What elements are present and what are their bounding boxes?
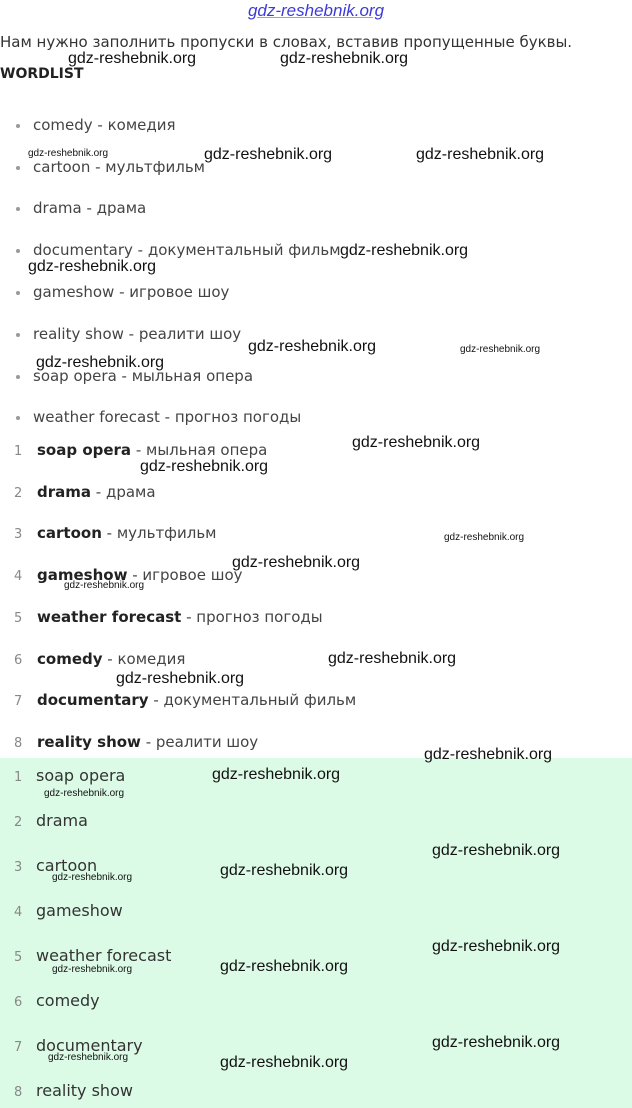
watermark: gdz-reshebnik.org [416,146,545,163]
watermark: gdz-reshebnik.org [220,862,349,879]
item-term: weather forecast [37,608,182,626]
item-term: reality show [37,733,141,751]
wordlist-item-text: drama - драма [33,199,147,217]
watermark: gdz-reshebnik.org [64,580,145,591]
answer-number: 7 [14,1040,23,1055]
watermark: gdz-reshebnik.org [52,964,133,975]
item-translation: - комедия [102,650,186,668]
bullet-icon [16,333,20,337]
answer-text: weather forecast [36,946,172,965]
wordlist-item [17,325,241,343]
bullet-icon [16,124,20,128]
bullet-icon [16,207,20,211]
answer-number: 3 [14,860,23,875]
watermark: gdz-reshebnik.org [28,258,157,275]
numbered-item [14,524,217,542]
wordlist-item-text: comedy - комедия [33,116,176,134]
wordlist-item-text: cartoon - мультфильм [33,158,205,176]
answer-item [14,901,123,920]
item-number: 6 [14,653,23,668]
watermark: gdz-reshebnik.org [68,50,197,67]
watermark: gdz-reshebnik.org [212,766,341,783]
numbered-item [14,608,323,626]
watermark: gdz-reshebnik.org [220,958,349,975]
item-number: 4 [14,569,23,584]
wordlist-item [17,199,146,217]
item-term: documentary [37,691,149,709]
item-term: soap opera [37,441,132,459]
wordlist-item [17,158,205,176]
answer-number: 1 [14,770,23,785]
answer-number: 2 [14,815,23,830]
answer-item [14,991,100,1010]
answer-text: comedy [36,991,100,1010]
answer-item [14,946,171,965]
item-translation: - документальный фильм [148,691,357,709]
item-translation: - мультфильм [101,524,217,542]
numbered-item [14,691,356,709]
watermark: gdz-reshebnik.org [28,148,109,159]
watermark: gdz-reshebnik.org [444,532,525,543]
watermark: gdz-reshebnik.org [116,670,245,687]
answer-text: documentary [36,1036,143,1055]
bullet-icon [16,249,20,253]
answer-number: 6 [14,995,23,1010]
item-number: 2 [14,486,23,501]
item-translation: - драма [91,483,156,501]
wordlist-item-text: weather forecast - прогноз погоды [33,408,302,426]
answer-number: 4 [14,905,23,920]
answer-text: soap opera [36,766,126,785]
wordlist-item-text: reality show - реалити шоу [33,325,242,343]
watermark: gdz-reshebnik.org [44,788,125,799]
item-number: 1 [14,444,23,459]
site-header-link[interactable]: gdz-reshebnik.org [247,1,385,20]
watermark: gdz-reshebnik.org [52,872,133,883]
watermark: gdz-reshebnik.org [328,650,457,667]
wordlist-item-text: documentary - документальный фильм [33,241,341,259]
watermark: gdz-reshebnik.org [432,938,561,955]
answer-item [14,811,88,830]
item-number: 3 [14,527,23,542]
wordlist-item [17,116,176,134]
item-term: gameshow [37,566,128,584]
watermark: gdz-reshebnik.org [352,434,481,451]
watermark: gdz-reshebnik.org [432,1034,561,1051]
watermark: gdz-reshebnik.org [232,554,361,571]
item-term: drama [37,483,92,501]
bullet-icon [16,416,20,420]
bullet-icon [16,291,20,295]
watermark: gdz-reshebnik.org [248,338,377,355]
answer-number: 5 [14,950,23,965]
answer-item [14,1081,133,1100]
watermark: gdz-reshebnik.org [48,1052,129,1063]
answer-text: drama [36,811,88,830]
item-number: 7 [14,694,23,709]
watermark: gdz-reshebnik.org [340,242,469,259]
instruction-text: Нам нужно заполнить пропуски в словах, вставив пропущенные буквы. [0,33,573,51]
wordlist-item [17,283,229,301]
numbered-item [14,441,267,459]
watermark: gdz-reshebnik.org [460,344,541,355]
answer-number: 8 [14,1085,23,1100]
wordlist-title: WORDLIST [0,66,84,82]
numbered-item [14,483,156,501]
item-term: comedy [37,650,103,668]
answer-item [14,766,125,785]
bullet-icon [16,375,20,379]
wordlist-item-text: gameshow - игровое шоу [33,283,230,301]
item-translation: - мыльная опера [131,441,268,459]
item-number: 8 [14,736,23,751]
watermark: gdz-reshebnik.org [204,146,333,163]
watermark: gdz-reshebnik.org [140,458,269,475]
watermark: gdz-reshebnik.org [424,746,553,763]
numbered-item [14,650,185,668]
watermark: gdz-reshebnik.org [220,1054,349,1071]
watermark: gdz-reshebnik.org [280,50,409,67]
numbered-item [14,733,258,751]
item-translation: - прогноз погоды [181,608,323,626]
wordlist-item-text: soap opera - мыльная опера [33,367,254,385]
bullet-icon [16,166,20,170]
item-term: cartoon [37,524,102,542]
item-translation: - игровое шоу [127,566,243,584]
wordlist-item [17,408,301,426]
item-number: 5 [14,611,23,626]
answer-text: gameshow [36,901,123,920]
item-translation: - реалити шоу [140,733,259,751]
answer-text: reality show [36,1081,133,1100]
watermark: gdz-reshebnik.org [36,354,165,371]
answer-text: cartoon [36,856,98,875]
watermark: gdz-reshebnik.org [432,842,561,859]
wordlist-item [17,241,341,259]
